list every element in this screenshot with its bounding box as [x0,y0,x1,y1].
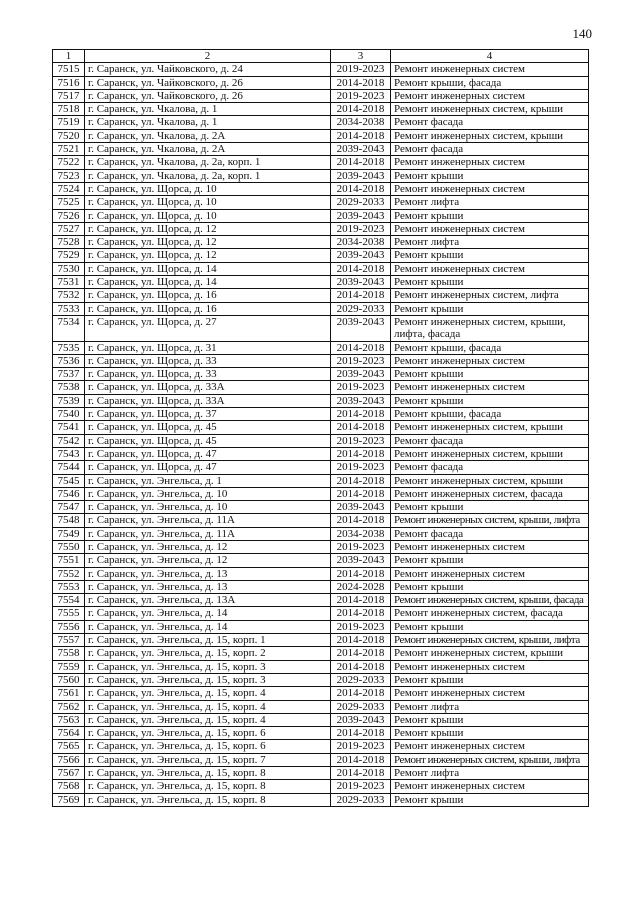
row-number: 7562 [53,700,85,713]
row-number: 7549 [53,527,85,540]
row-work-type: Ремонт крыши [391,673,589,686]
row-work-type: Ремонт фасада [391,527,589,540]
row-period: 2024-2028 [331,580,391,593]
row-number: 7565 [53,740,85,753]
row-number: 7541 [53,421,85,434]
row-number: 7515 [53,63,85,76]
table-row [53,767,589,780]
row-address: г. Саранск, ул. Энгельса, д. 10 [85,501,331,514]
table-row [53,753,589,766]
row-period: 2014-2018 [331,447,391,460]
row-work-type: Ремонт крыши, фасада [391,408,589,421]
row-number: 7539 [53,394,85,407]
row-work-type: Ремонт лифта [391,700,589,713]
row-address: г. Саранск, ул. Щорса, д. 33 [85,354,331,367]
row-address: г. Саранск, ул. Щорса, д. 27 [85,315,331,341]
row-period: 2034-2038 [331,116,391,129]
table-row [53,700,589,713]
table-row [53,660,589,673]
row-period: 2039-2043 [331,143,391,156]
header-row [53,50,589,63]
table-row [53,156,589,169]
row-address: г. Саранск, ул. Чайковского, д. 26 [85,89,331,102]
header-col-2: 2 [85,50,331,63]
row-number: 7554 [53,594,85,607]
row-address: г. Саранск, ул. Щорса, д. 10 [85,209,331,222]
row-address: г. Саранск, ул. Энгельса, д. 15, корп. 4 [85,687,331,700]
row-period: 2014-2018 [331,727,391,740]
row-address: г. Саранск, ул. Чайковского, д. 24 [85,63,331,76]
row-work-type: Ремонт крыши [391,620,589,633]
row-work-type: Ремонт крыши [391,368,589,381]
table-row [53,727,589,740]
row-address: г. Саранск, ул. Энгельса, д. 15, корп. 4 [85,713,331,726]
row-number: 7544 [53,461,85,474]
row-address: г. Саранск, ул. Щорса, д. 33 [85,368,331,381]
row-address: г. Саранск, ул. Чкалова, д. 2а, корп. 1 [85,156,331,169]
table-row [53,620,589,633]
row-address: г. Саранск, ул. Щорса, д. 47 [85,461,331,474]
row-number: 7528 [53,236,85,249]
row-period: 2039-2043 [331,501,391,514]
row-work-type: Ремонт инженерных систем, крыши, фасада [391,594,589,607]
row-number: 7529 [53,249,85,262]
row-period: 2034-2038 [331,236,391,249]
row-number: 7555 [53,607,85,620]
row-work-type: Ремонт инженерных систем, крыши, лифта [391,634,589,647]
row-number: 7516 [53,76,85,89]
row-number: 7547 [53,501,85,514]
table-row [53,169,589,182]
table-row [53,408,589,421]
row-address: г. Саранск, ул. Энгельса, д. 15, корп. 8 [85,793,331,806]
row-address: г. Саранск, ул. Чкалова, д. 2А [85,143,331,156]
table-row [53,780,589,793]
row-work-type: Ремонт инженерных систем [391,156,589,169]
table-header [53,50,589,63]
row-period: 2029-2033 [331,673,391,686]
row-period: 2019-2023 [331,354,391,367]
table-row [53,381,589,394]
row-work-type: Ремонт крыши [391,501,589,514]
row-work-type: Ремонт крыши [391,727,589,740]
table-row [53,103,589,116]
row-work-type: Ремонт фасада [391,116,589,129]
row-address: г. Саранск, ул. Щорса, д. 33А [85,394,331,407]
row-address: г. Саранск, ул. Щорса, д. 16 [85,302,331,315]
row-work-type: Ремонт инженерных систем, фасада [391,607,589,620]
row-period: 2014-2018 [331,514,391,527]
row-address: г. Саранск, ул. Энгельса, д. 15, корп. 8 [85,780,331,793]
header-col-3: 3 [331,50,391,63]
row-work-type: Ремонт инженерных систем, крыши, лифта [391,753,589,766]
row-number: 7567 [53,767,85,780]
row-work-type: Ремонт крыши [391,302,589,315]
row-period: 2019-2023 [331,620,391,633]
row-number: 7540 [53,408,85,421]
table-row [53,607,589,620]
row-address: г. Саранск, ул. Щорса, д. 37 [85,408,331,421]
table-row [53,276,589,289]
row-work-type: Ремонт инженерных систем, фасада [391,487,589,500]
row-number: 7532 [53,289,85,302]
row-number: 7552 [53,567,85,580]
row-address: г. Саранск, ул. Чкалова, д. 2а, корп. 1 [85,169,331,182]
row-number: 7548 [53,514,85,527]
row-work-type: Ремонт крыши [391,249,589,262]
row-period: 2014-2018 [331,607,391,620]
row-period: 2014-2018 [331,289,391,302]
row-number: 7518 [53,103,85,116]
row-address: г. Саранск, ул. Энгельса, д. 10 [85,487,331,500]
table-row [53,209,589,222]
row-address: г. Саранск, ул. Энгельса, д. 14 [85,607,331,620]
page-number: 140 [572,26,592,41]
row-period: 2039-2043 [331,169,391,182]
row-address: г. Саранск, ул. Энгельса, д. 12 [85,554,331,567]
header-col-1: 1 [53,50,85,63]
row-period: 2019-2023 [331,89,391,102]
table-row [53,89,589,102]
row-period: 2019-2023 [331,740,391,753]
row-period: 2019-2023 [331,540,391,553]
row-period: 2019-2023 [331,63,391,76]
row-work-type: Ремонт крыши, фасада [391,341,589,354]
row-address: г. Саранск, ул. Щорса, д. 33А [85,381,331,394]
row-period: 2014-2018 [331,487,391,500]
row-address: г. Саранск, ул. Чкалова, д. 1 [85,116,331,129]
row-number: 7561 [53,687,85,700]
row-address: г. Саранск, ул. Щорса, д. 16 [85,289,331,302]
row-number: 7535 [53,341,85,354]
row-period: 2014-2018 [331,687,391,700]
table-row [53,554,589,567]
table-row [53,447,589,460]
row-number: 7531 [53,276,85,289]
row-address: г. Саранск, ул. Щорса, д. 47 [85,447,331,460]
table-row [53,647,589,660]
row-work-type: Ремонт инженерных систем [391,660,589,673]
row-period: 2039-2043 [331,276,391,289]
table-row [53,434,589,447]
table-row [53,76,589,89]
table-row [53,594,589,607]
row-work-type: Ремонт инженерных систем [391,262,589,275]
row-address: г. Саранск, ул. Энгельса, д. 15, корп. 4 [85,700,331,713]
table-row [53,793,589,806]
table-row [53,394,589,407]
row-period: 2014-2018 [331,341,391,354]
row-work-type: Ремонт крыши [391,793,589,806]
row-period: 2039-2043 [331,368,391,381]
row-address: г. Саранск, ул. Энгельса, д. 13 [85,567,331,580]
row-number: 7564 [53,727,85,740]
row-period: 2014-2018 [331,408,391,421]
row-address: г. Саранск, ул. Энгельса, д. 14 [85,620,331,633]
row-address: г. Саранск, ул. Энгельса, д. 15, корп. 7 [85,753,331,766]
row-number: 7560 [53,673,85,686]
row-period: 2039-2043 [331,713,391,726]
row-number: 7534 [53,315,85,341]
row-work-type: Ремонт инженерных систем, крыши [391,647,589,660]
row-work-type: Ремонт инженерных систем, крыши [391,129,589,142]
row-period: 2019-2023 [331,222,391,235]
row-work-type: Ремонт инженерных систем [391,182,589,195]
row-address: г. Саранск, ул. Энгельса, д. 1 [85,474,331,487]
table-row [53,289,589,302]
row-period: 2014-2018 [331,156,391,169]
row-address: г. Саранск, ул. Энгельса, д. 15, корп. 3 [85,673,331,686]
row-address: г. Саранск, ул. Щорса, д. 10 [85,182,331,195]
table-row [53,196,589,209]
row-number: 7551 [53,554,85,567]
row-number: 7543 [53,447,85,460]
row-work-type: Ремонт инженерных систем [391,567,589,580]
row-address: г. Саранск, ул. Энгельса, д. 13 [85,580,331,593]
table-row [53,673,589,686]
row-work-type: Ремонт крыши [391,209,589,222]
row-period: 2029-2033 [331,793,391,806]
row-address: г. Саранск, ул. Чкалова, д. 1 [85,103,331,116]
row-number: 7566 [53,753,85,766]
table-row [53,129,589,142]
row-number: 7536 [53,354,85,367]
row-work-type: Ремонт инженерных систем, крыши [391,447,589,460]
row-number: 7568 [53,780,85,793]
row-number: 7520 [53,129,85,142]
row-work-type: Ремонт крыши [391,554,589,567]
table-row [53,302,589,315]
row-number: 7521 [53,143,85,156]
row-number: 7557 [53,634,85,647]
row-period: 2014-2018 [331,76,391,89]
row-number: 7517 [53,89,85,102]
row-period: 2039-2043 [331,394,391,407]
row-period: 2014-2018 [331,594,391,607]
row-number: 7538 [53,381,85,394]
row-address: г. Саранск, ул. Щорса, д. 31 [85,341,331,354]
table-body [53,63,589,807]
row-work-type: Ремонт инженерных систем [391,540,589,553]
row-address: г. Саранск, ул. Энгельса, д. 12 [85,540,331,553]
row-number: 7527 [53,222,85,235]
row-work-type: Ремонт инженерных систем [391,740,589,753]
row-period: 2014-2018 [331,262,391,275]
table-row [53,116,589,129]
row-period: 2014-2018 [331,567,391,580]
table-row [53,63,589,76]
row-work-type: Ремонт крыши [391,580,589,593]
row-period: 2014-2018 [331,767,391,780]
row-work-type: Ремонт инженерных систем [391,222,589,235]
table-row [53,687,589,700]
table-row [53,580,589,593]
row-address: г. Саранск, ул. Энгельса, д. 15, корп. 1 [85,634,331,647]
row-address: г. Саранск, ул. Энгельса, д. 11А [85,527,331,540]
table-row [53,740,589,753]
row-address: г. Саранск, ул. Энгельса, д. 13А [85,594,331,607]
row-work-type: Ремонт лифта [391,767,589,780]
row-number: 7563 [53,713,85,726]
row-address: г. Саранск, ул. Щорса, д. 10 [85,196,331,209]
row-number: 7545 [53,474,85,487]
row-number: 7530 [53,262,85,275]
row-number: 7523 [53,169,85,182]
row-address: г. Саранск, ул. Энгельса, д. 15, корп. 2 [85,647,331,660]
row-number: 7542 [53,434,85,447]
row-period: 2034-2038 [331,527,391,540]
table-row [53,461,589,474]
table-row [53,143,589,156]
row-work-type: Ремонт инженерных систем [391,780,589,793]
row-work-type: Ремонт инженерных систем, крыши, лифта, фасада [391,315,589,341]
table-row [53,474,589,487]
row-period: 2019-2023 [331,381,391,394]
row-number: 7558 [53,647,85,660]
row-number: 7533 [53,302,85,315]
table-row [53,540,589,553]
row-period: 2029-2033 [331,302,391,315]
row-number: 7524 [53,182,85,195]
row-number: 7556 [53,620,85,633]
row-work-type: Ремонт крыши [391,169,589,182]
row-period: 2019-2023 [331,461,391,474]
row-work-type: Ремонт фасада [391,434,589,447]
table-row [53,713,589,726]
row-work-type: Ремонт инженерных систем, крыши [391,474,589,487]
table-row [53,182,589,195]
row-address: г. Саранск, ул. Чайковского, д. 26 [85,76,331,89]
row-work-type: Ремонт крыши [391,276,589,289]
table-row [53,354,589,367]
row-period: 2019-2023 [331,780,391,793]
row-address: г. Саранск, ул. Энгельса, д. 11А [85,514,331,527]
row-number: 7569 [53,793,85,806]
row-address: г. Саранск, ул. Щорса, д. 14 [85,276,331,289]
row-address: г. Саранск, ул. Энгельса, д. 15, корп. 6 [85,740,331,753]
row-number: 7546 [53,487,85,500]
row-period: 2019-2023 [331,434,391,447]
row-period: 2039-2043 [331,554,391,567]
row-work-type: Ремонт крыши [391,394,589,407]
row-work-type: Ремонт инженерных систем [391,687,589,700]
row-work-type: Ремонт фасада [391,143,589,156]
table-row [53,501,589,514]
row-number: 7525 [53,196,85,209]
row-work-type: Ремонт лифта [391,236,589,249]
row-number: 7550 [53,540,85,553]
row-work-type: Ремонт фасада [391,461,589,474]
table-row [53,368,589,381]
row-address: г. Саранск, ул. Щорса, д. 45 [85,434,331,447]
row-work-type: Ремонт инженерных систем, крыши, лифта [391,514,589,527]
row-work-type: Ремонт инженерных систем [391,381,589,394]
row-number: 7526 [53,209,85,222]
row-period: 2029-2033 [331,196,391,209]
row-address: г. Саранск, ул. Щорса, д. 14 [85,262,331,275]
table-row [53,634,589,647]
row-work-type: Ремонт инженерных систем [391,89,589,102]
row-period: 2014-2018 [331,660,391,673]
table-row [53,487,589,500]
row-period: 2014-2018 [331,634,391,647]
row-work-type: Ремонт крыши [391,713,589,726]
table-row [53,315,589,341]
row-work-type: Ремонт инженерных систем [391,63,589,76]
row-address: г. Саранск, ул. Щорса, д. 12 [85,236,331,249]
row-work-type: Ремонт инженерных систем, крыши [391,421,589,434]
table-row [53,222,589,235]
row-number: 7537 [53,368,85,381]
table-row [53,421,589,434]
row-period: 2039-2043 [331,249,391,262]
row-period: 2014-2018 [331,474,391,487]
table-row [53,341,589,354]
row-work-type: Ремонт инженерных систем, лифта [391,289,589,302]
row-work-type: Ремонт лифта [391,196,589,209]
row-number: 7559 [53,660,85,673]
row-period: 2014-2018 [331,753,391,766]
table-row [53,249,589,262]
row-period: 2014-2018 [331,647,391,660]
table-row [53,527,589,540]
table-row [53,567,589,580]
row-work-type: Ремонт крыши, фасада [391,76,589,89]
row-address: г. Саранск, ул. Чкалова, д. 2А [85,129,331,142]
table-row [53,514,589,527]
table-row [53,236,589,249]
row-number: 7522 [53,156,85,169]
row-address: г. Саранск, ул. Энгельса, д. 15, корп. 6 [85,727,331,740]
row-address: г. Саранск, ул. Щорса, д. 12 [85,222,331,235]
row-number: 7553 [53,580,85,593]
row-period: 2029-2033 [331,700,391,713]
row-address: г. Саранск, ул. Щорса, д. 12 [85,249,331,262]
row-period: 2014-2018 [331,103,391,116]
row-period: 2039-2043 [331,209,391,222]
row-period: 2039-2043 [331,315,391,341]
row-period: 2014-2018 [331,129,391,142]
row-address: г. Саранск, ул. Щорса, д. 45 [85,421,331,434]
row-address: г. Саранск, ул. Энгельса, д. 15, корп. 3 [85,660,331,673]
row-address: г. Саранск, ул. Энгельса, д. 15, корп. 8 [85,767,331,780]
header-col-4: 4 [391,50,589,63]
row-work-type: Ремонт инженерных систем [391,354,589,367]
row-number: 7519 [53,116,85,129]
row-period: 2014-2018 [331,182,391,195]
row-period: 2014-2018 [331,421,391,434]
table-row [53,262,589,275]
row-work-type: Ремонт инженерных систем, крыши [391,103,589,116]
repair-schedule-table [52,49,589,807]
